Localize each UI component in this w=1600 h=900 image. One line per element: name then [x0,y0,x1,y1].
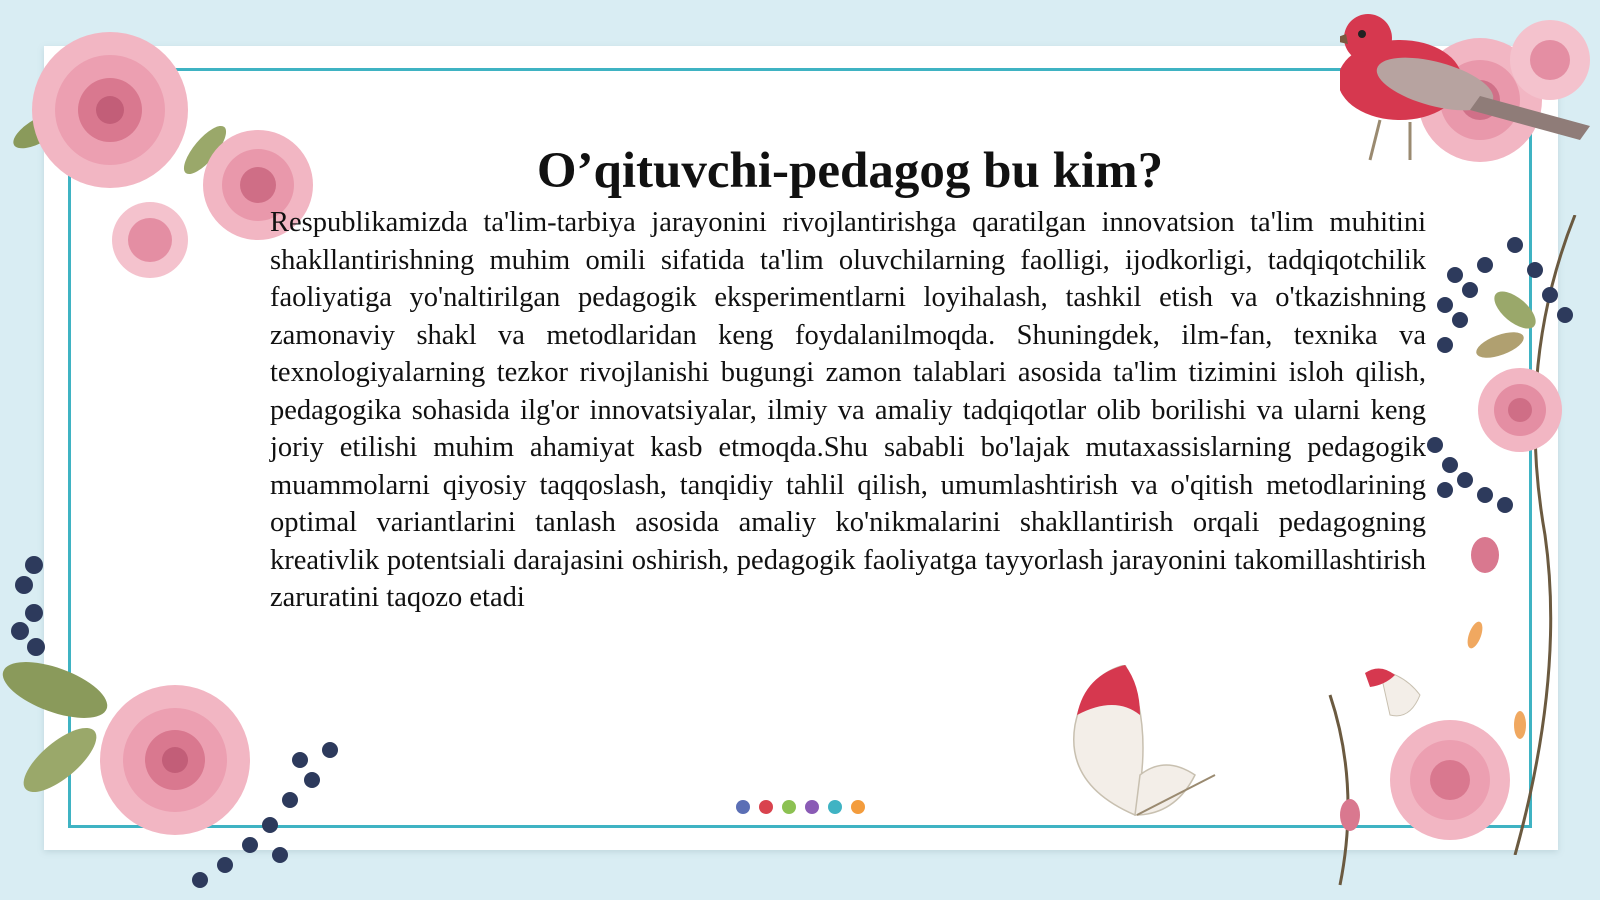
dot-2 [759,800,773,814]
slide-title: O’qituvchi-pedagog bu kim? [536,143,1164,199]
butterfly-icon [1065,665,1225,835]
dot-1 [736,800,750,814]
dot-6 [851,800,865,814]
pagination-dots [736,800,865,814]
dot-5 [828,800,842,814]
rose-cluster-bottom-left-icon [0,650,360,900]
rose-cluster-bottom-right-icon [1320,665,1600,900]
red-bird-icon [1340,0,1600,200]
slide-body-text: Respublikamizda ta'lim-tarbiya jarayonini rivojlantirishga qaratilgan innovatsion ta'lim muhitini shakllantirishning muhim omili sifatida ta'lim oluvchilarning faolligi, ijodkorligi, tadqiqotchilik faoliyatiga yo'naltirilgan pedagogik eksperimentlarni loyihalash, tashkil etish va o'tkazishning zamonaviy shakl va metodlaridan keng foydalanilmoqda. Shuningdek, ilm-fan, texnika va texnologiyalarning tezkor rivojlanishi bugungi zamon talablari asosida ta'lim tizimini isloh qilish, pedagogika sohasida ilg'or innovatsiyalar, ilmiy va amaliy tadqiqotlar olib borilishi va ularni keng joriy etilishi muhim ahamiyat kasb etmoqda.Shu sababli bo'lajak mutaxassislarning pedagogik muammolarni qiyosiy taqqoslash, tanqidiy tahlil qilish, umumlashtirish va o'qitish metodlarining optimal variantlarini tanlash asosida amaliy ko'nikmalarini shakllantirish orqali pedagogning kreativlik potentsiali darajasini oshirish, pedagogik faoliyatga tayyorlash jarayonini takomillashtirish zaruratini taqozo etadi [270,207,1426,613]
dot-4 [805,800,819,814]
dot-3 [782,800,796,814]
